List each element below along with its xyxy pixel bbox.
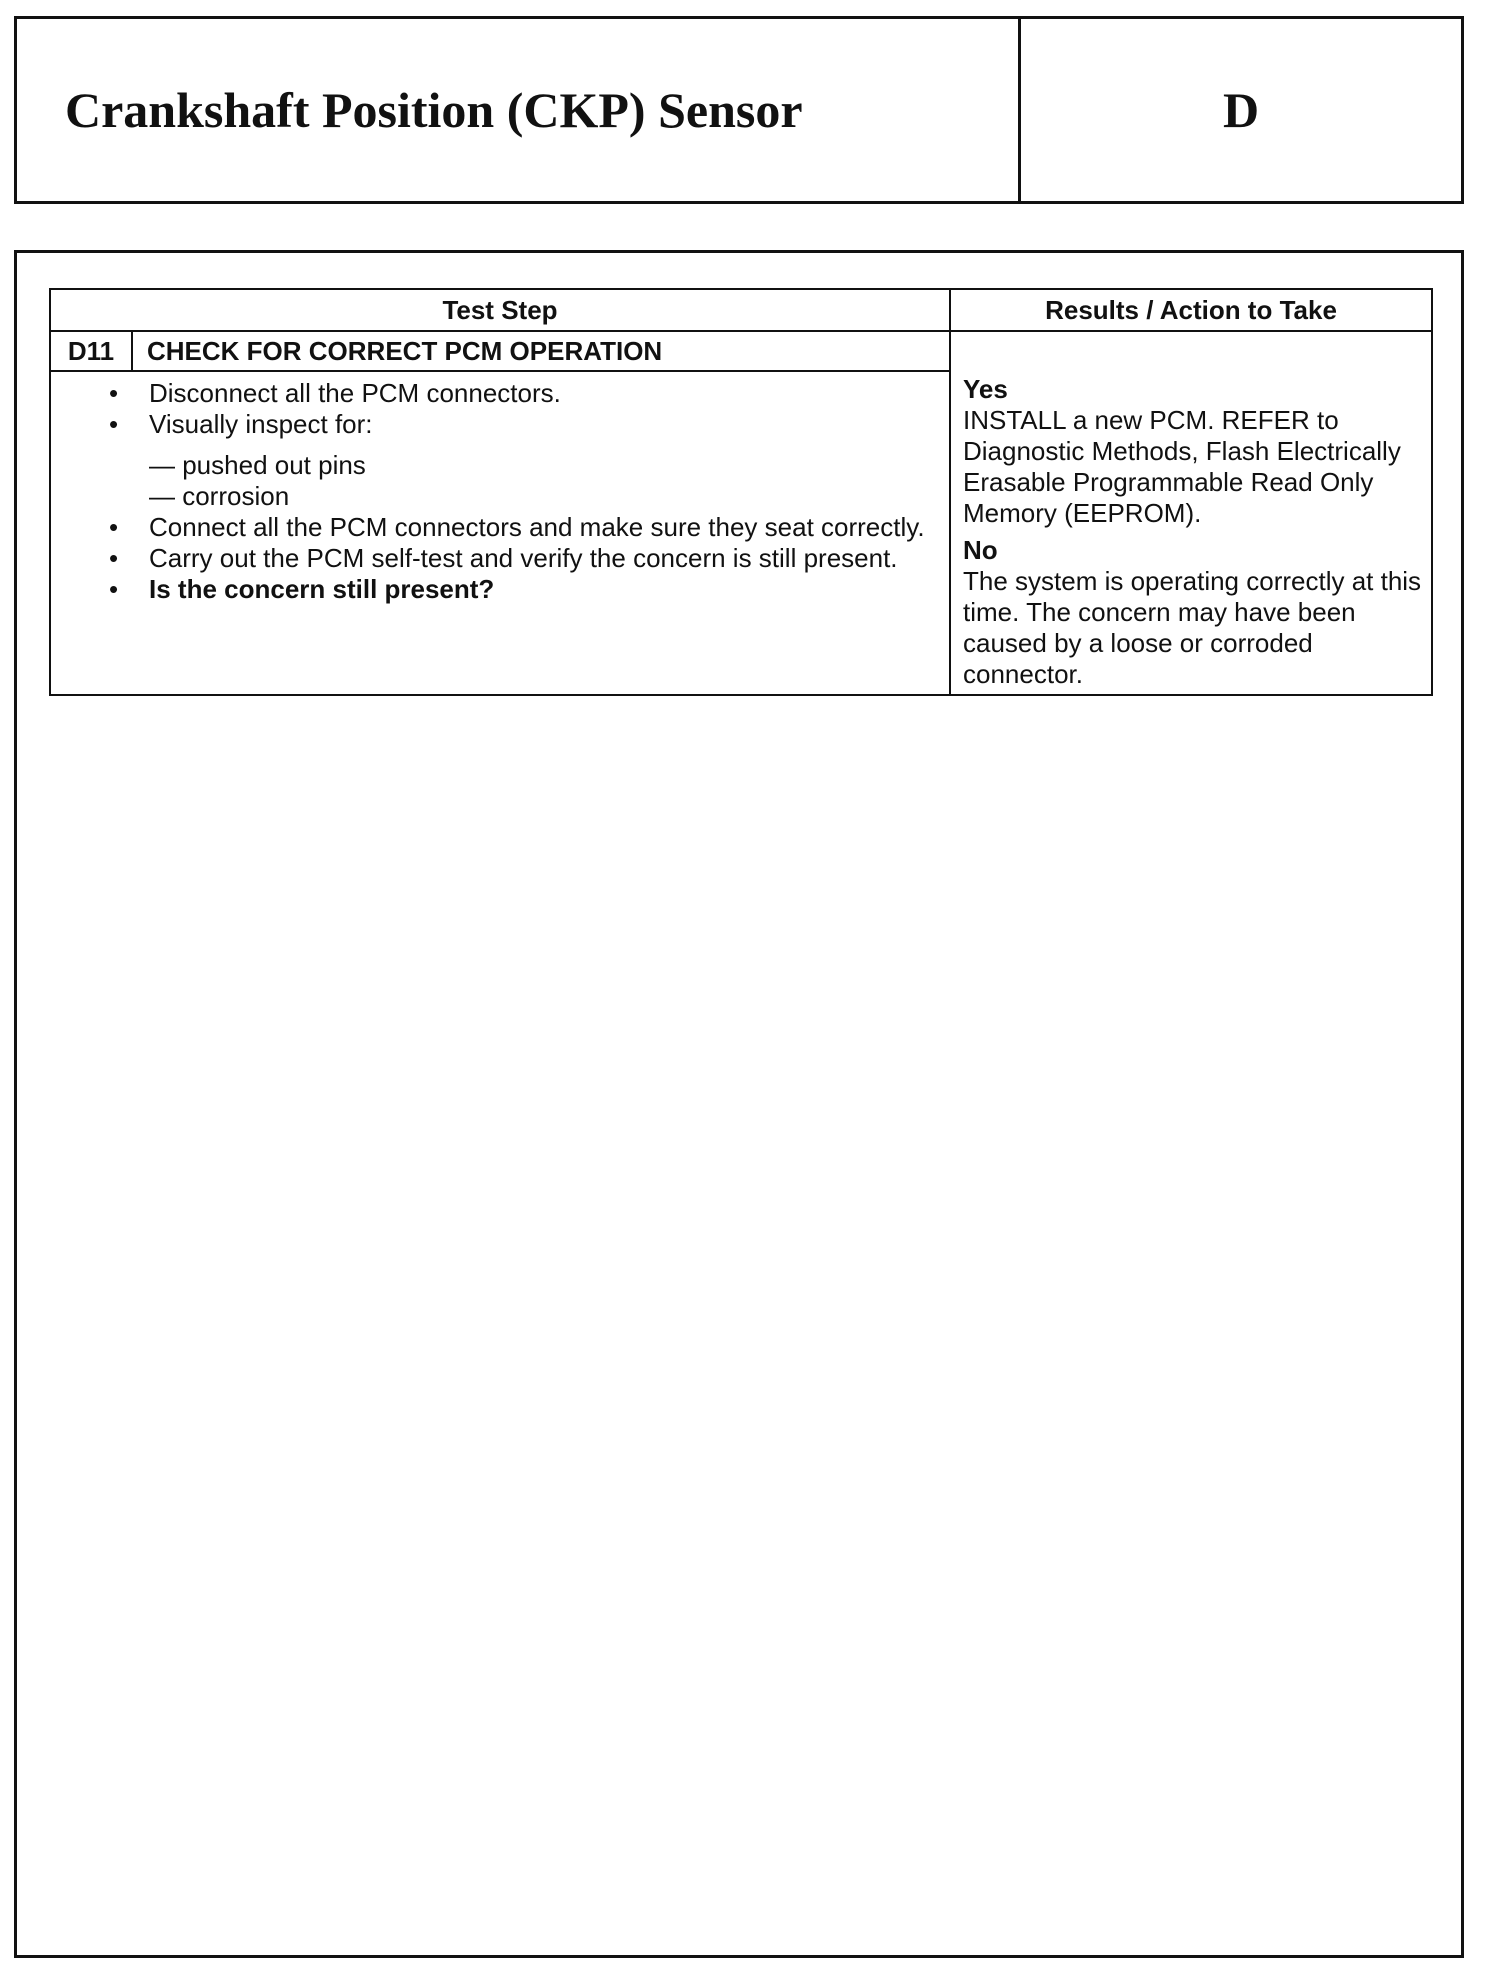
results-cell <box>950 331 1432 695</box>
yes-action: INSTALL a new PCM. REFER to Diagnostic Methods, Flash Electrically Erasable Programmable Read Only Memory (EEPROM). <box>963 405 1401 528</box>
step-title: CHECK FOR CORRECT PCM OPERATION <box>132 331 950 371</box>
list-item <box>109 574 949 605</box>
step-title-row <box>50 331 1432 371</box>
section-code: D <box>1222 82 1260 138</box>
instruction-question: Is the concern still present? <box>149 574 495 604</box>
sub-list-item: — pushed out pins <box>149 450 366 480</box>
instruction-text: Carry out the PCM self-test and verify the concern is still present. <box>149 543 898 573</box>
list-item <box>109 409 949 512</box>
page-title: Crankshaft Position (CKP) Sensor <box>17 19 1021 201</box>
instruction-text: Disconnect all the PCM connectors. <box>149 378 561 408</box>
column-header-results: Results / Action to Take <box>950 289 1432 331</box>
instruction-list <box>51 378 949 605</box>
no-action: The system is operating correctly at this time. The concern may have been caused by a loose or corroded connector. <box>963 566 1422 689</box>
content-frame <box>14 250 1464 1958</box>
bullet-icon: • <box>109 543 119 573</box>
column-header-test-step: Test Step <box>50 289 950 331</box>
bullet-icon: • <box>109 574 119 604</box>
table-header-row <box>50 289 1432 331</box>
instruction-text: Visually inspect for: <box>149 409 373 439</box>
instructions-cell <box>50 371 950 695</box>
step-id: D11 <box>50 331 132 371</box>
list-item <box>109 378 949 409</box>
sub-list <box>149 450 929 512</box>
yes-label: Yes <box>963 374 1008 404</box>
bullet-icon: • <box>109 512 119 542</box>
bullet-icon: • <box>109 378 119 408</box>
sub-list-item: — corrosion <box>149 481 290 511</box>
page-header <box>14 16 1464 204</box>
instruction-text: Connect all the PCM connectors and make sure they seat correctly. <box>149 512 925 542</box>
no-label: No <box>963 535 998 565</box>
test-step-table <box>49 288 1433 696</box>
list-item <box>109 543 949 574</box>
list-item <box>109 512 949 543</box>
bullet-icon: • <box>109 409 119 439</box>
